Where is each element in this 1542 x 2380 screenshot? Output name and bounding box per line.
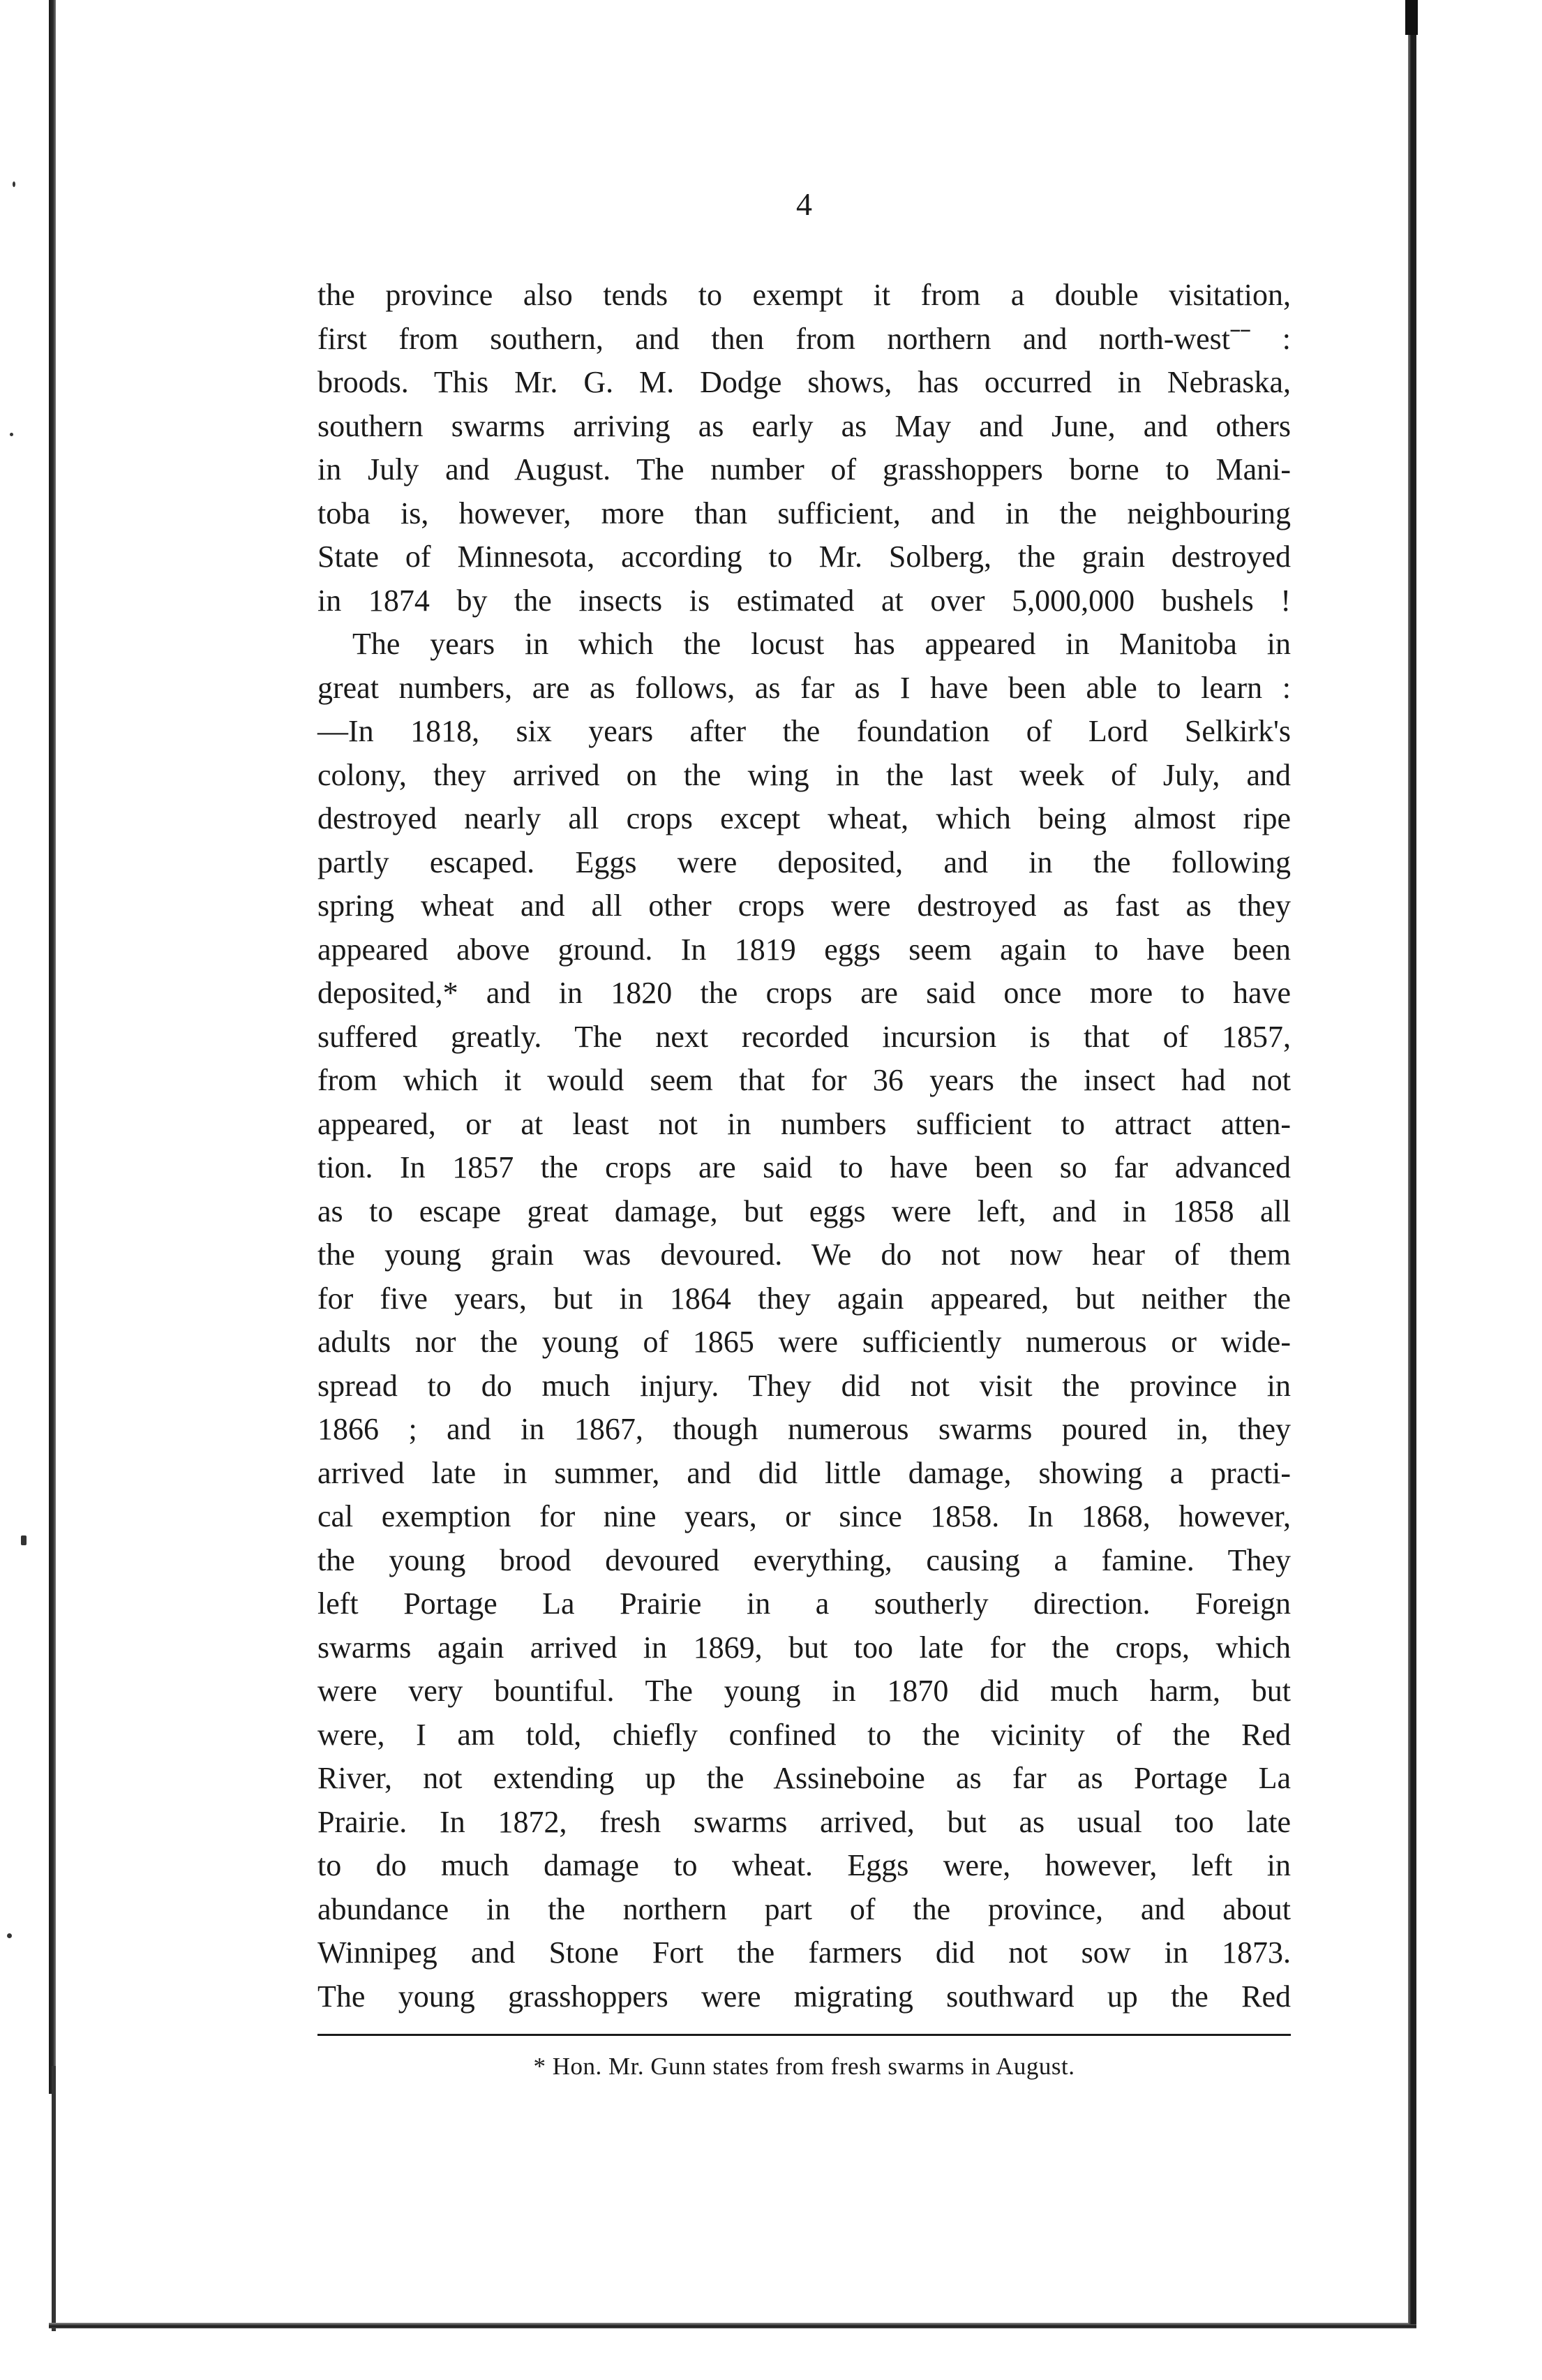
text-line: destroyed nearly all crops except wheat, which being almost ripe <box>317 801 1291 835</box>
text-line: abundance in the northern part of the province, and about <box>317 1891 1291 1926</box>
page-number: 4 <box>796 186 812 222</box>
text-line: spring wheat and all other crops were destroyed as fast as they <box>317 888 1291 923</box>
text-line: arrived late in summer, and did little damage, showing a practi- <box>317 1455 1291 1490</box>
text-line: —In 1818, six years after the foundation of Lord Selkirk's <box>317 714 1291 748</box>
text-line: for five years, but in 1864 they again appeared, but neither the <box>317 1281 1291 1316</box>
text-line: to do much damage to wheat. Eggs were, however, left in <box>317 1848 1291 1882</box>
page <box>317 188 1291 2082</box>
text-line: broods. This Mr. G. M. Dodge shows, has occurred in Nebraska, <box>317 365 1291 399</box>
text-line: 1866 ; and in 1867, though numerous swarms poured in, they <box>317 1412 1291 1446</box>
scan-speck <box>10 433 13 436</box>
footnote-divider <box>317 2034 1291 2036</box>
text-line: Winnipeg and Stone Fort the farmers did not sow in 1873. <box>317 1935 1291 1970</box>
text-line: River, not extending up the Assineboine as far as Portage La <box>317 1761 1291 1795</box>
scan-speck <box>7 1933 12 1938</box>
text-line: cal exemption for nine years, or since 1858. In 1868, however, <box>317 1499 1291 1533</box>
text-line: left Portage La Prairie in a southerly direction. Foreign <box>317 1586 1291 1621</box>
text-line: southern swarms arriving as early as May and June, and others <box>317 408 1291 443</box>
text-line: The years in which the locust has appeared in Manitoba in <box>352 627 1291 661</box>
text-line: appeared above ground. In 1819 eggs seem again to have been <box>317 932 1291 967</box>
text-line: partly escaped. Eggs were deposited, and in the following <box>317 845 1291 879</box>
text-line: great numbers, are as follows, as far as I have been able to learn : <box>317 670 1291 705</box>
scan-border-right-top <box>1405 0 1418 35</box>
footnote: * Hon. Mr. Gunn states from fresh swarms in August. <box>533 2053 1075 2080</box>
scan-border-right <box>1408 28 1416 2324</box>
text-line: The young grasshoppers were migrating southward up the Red <box>317 1979 1291 2014</box>
text-line: toba is, however, more than sufficient, and in the neighbouring <box>317 496 1291 530</box>
scan-speck <box>13 181 15 187</box>
text-line: the young brood devoured everything, causing a famine. They <box>317 1542 1291 1577</box>
text-line: in July and August. The number of grasshoppers borne to Mani- <box>317 452 1291 486</box>
scan-border-left-lower <box>52 2066 56 2331</box>
text-line: in 1874 by the insects is estimated at over 5,000,000 bushels ! <box>317 583 1291 618</box>
text-line: swarms again arrived in 1869, but too late for the crops, which <box>317 1630 1291 1665</box>
text-line: were, I am told, chiefly confined to the vicinity of the Red <box>317 1717 1291 1752</box>
text-line: tion. In 1857 the crops are said to have been so far advanced <box>317 1150 1291 1184</box>
text-line: appeared, or at least not in numbers sufficient to attract atten- <box>317 1106 1291 1141</box>
text-line: colony, they arrived on the wing in the last week of July, and <box>317 757 1291 792</box>
text-line: State of Minnesota, according to Mr. Solberg, the grain destroyed <box>317 540 1291 574</box>
text-line: Prairie. In 1872, fresh swarms arrived, but as usual too late <box>317 1804 1291 1839</box>
text-line: suffered greatly. The next recorded incursion is that of 1857, <box>317 1019 1291 1054</box>
text-line: from which it would seem that for 36 years the insect had not <box>317 1063 1291 1097</box>
text-line: adults nor the young of 1865 were sufficiently numerous or wide- <box>317 1325 1291 1359</box>
text-line: deposited,* and in 1820 the crops are said once more to have <box>317 976 1291 1010</box>
body-text <box>317 274 1291 2018</box>
text-line: first from southern, and then from northern and north-westˉˉ : <box>317 321 1291 356</box>
text-line: spread to do much injury. They did not visit the province in <box>317 1368 1291 1403</box>
text-line: were very bountiful. The young in 1870 did much harm, but <box>317 1674 1291 1708</box>
scan-border-left <box>49 0 56 2094</box>
scan-speck <box>21 1535 27 1545</box>
text-line: the young grain was devoured. We do not now hear of them <box>317 1237 1291 1272</box>
text-line: as to escape great damage, but eggs were left, and in 1858 all <box>317 1193 1291 1228</box>
text-line: the province also tends to exempt it from a double visitation, <box>317 278 1291 312</box>
paragraph-2 <box>317 623 1291 2018</box>
paragraph-1 <box>317 274 1291 623</box>
scan-border-bottom <box>49 2323 1416 2328</box>
